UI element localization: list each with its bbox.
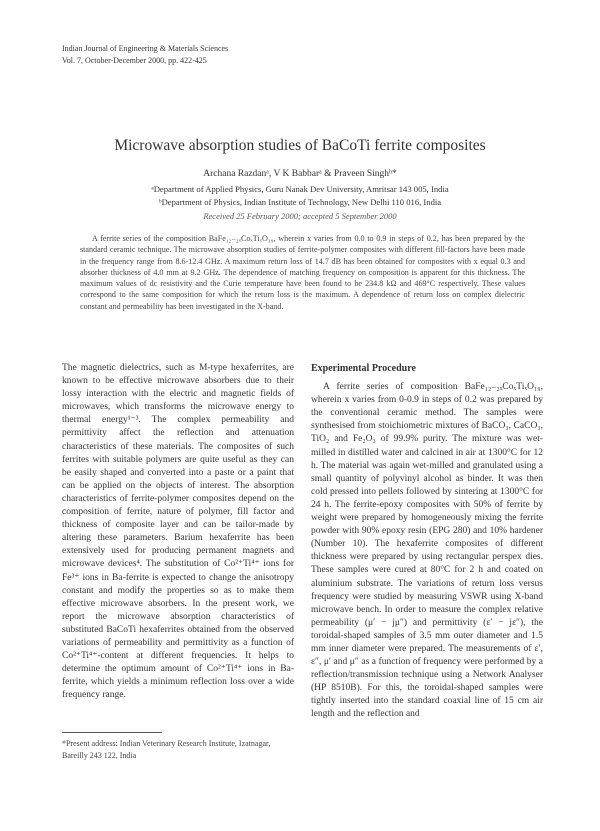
paper-title: Microwave absorption studies of BaCoTi ferrite composites: [114, 137, 486, 154]
journal-volume: Vol. 7, October-December 2000, pp. 422-425: [62, 56, 207, 65]
footnote: *Present address: Indian Veterinary Research Institute, Izatnagar, Bareilly 243 122, India: [62, 739, 271, 760]
footnote-rule: [62, 732, 162, 733]
right-column: [311, 362, 543, 722]
affiliation-b: ᵇDepartment of Physics, Indian Institute of Technology, New Delhi 110 016, India: [158, 197, 442, 207]
left-column: [62, 362, 294, 702]
affiliation-a: ᵃDepartment of Applied Physics, Guru Nanak Dev University, Amritsar 143 005, India: [151, 184, 449, 194]
received-date: Received 25 February 2000; accepted 5 September 2000: [203, 211, 397, 221]
journal-name: Indian Journal of Engineering & Materials Sciences: [62, 44, 229, 53]
introduction-text: The magnetic dielectrics, such as M-type hexaferrites, are known to be effective microwave absorbers due to their lossy interaction with the electric and magnetic fields of microwaves, which transforms the microwave energy to thermal energy¹⁻³. The complex permeability and permittivity affect the reflection and attenuation characteristics of these materials. The composites of such ferrites with suitable polymers are quite useful as they can be easily shaped and converted into a paste or a paint that can be applied on the objects of interest. The absorption characteristics of ferrite-polymer composites depend on the composition of ferrite, nature of polymer, fill factor and thickness of composite layer and can be tailor-made by altering these parameters. Barium hexaferrite has been extensively used for producing permanent magnets and microwave devices⁴. The substitution of Co²⁺Ti⁴⁺ ions for Fe³⁺ ions in Ba-ferrite is expected to change the anisotropy constant and modify the properties so as to make them effective microwave absorbers. In the present work, we report the microwave absorption characteristics of substituted BaCoTi hexaferrites obtained from the observed variations of permeability and permittivity as a function of Co²⁺Ti⁴⁺-content at different frequencies. It helps to determine the optimum amount of Co²⁺Ti⁴⁺ ions in Ba-ferrite, which yields a minimum reflection loss over a wide frequency range.: [62, 363, 294, 701]
abstract: A ferrite series of the composition BaFe₁₂₋₂ₓCoₓTiₓO₁₉, wherein x varies from 0.0 to 0.9 in steps of 0.2, has been prepared by the standard ceramic technique. The microwave absorption studies of ferrite-polymer composites with different fill-factors have been made in the frequency range from 8.6-12.4 GHz. A maximum return loss of 14.7 dB has been obtained for composites with x equal 0.3 and absorber thickness of 4.0 mm at 9.2 GHz. The dependence of matching frequency on composition is apparent for this thickness. The maximum values of dc resistivity and the Curie temperature have been found to be 234.8 kΩ and 469°C respectively. These values correspond to the same composition for which the return loss is the maximum. A dependence of return loss on complex dielectric constant and permeability has been investigated in the X-band.: [80, 234, 525, 311]
experimental-text: A ferrite series of composition BaFe₁₂₋₂ₓCoₓTiₓO₁₉, wherein x varies from 0-0.9 in steps of 0.2 was prepared by the conventional ceramic method. The samples were synthesised from stoichiometric mixtures of BaCO₃, CaCO₃, TiO₂ and Fe₂O₃ of 99.9% purity. The mixture was wet-milled in distilled water and calcined in air at 1300°C for 12 h. The material was again wet-milled and granulated using a small quantity of polyvinyl alcohol as binder. It was then cold pressed into pellets followed by sintering at 1300°C for 24 h. The ferrite-epoxy composites with 50% of ferrite by weight were prepared by homogeneously mixing the ferrite powder with 90% epoxy resin (EPG 280) and 10% hardener (Number 10). The hexaferrite composites of different thickness were prepared by using rectangular perspex dies. These samples were cured at 80°C for 2 h and coated on aluminium substrate. The variations of return loss versus frequency were studied by measuring VSWR using X-band microwave bench. In order to measure the complex relative permeability (μ′ − jμ″) and permittivity (ε′ − jε″), the toroidal-shaped samples of 3.5 mm outer diameter and 1.5 mm inner diameter were prepared. The measurements of ε′, ε″, μ′ and μ″ as a function of frequency were performed by a reflection/transmission technique using a Network Analyser (HP 8510B). For this, the toroidal-shaped samples were tightly inserted into the standard coaxial line of 15 cm air length and the reflection and: [311, 382, 543, 720]
section-heading: Experimental Procedure: [311, 363, 416, 374]
authors: Archana Razdanᵃ, V K Babbarᵃ & Praveen Singhᵇ*: [203, 169, 397, 179]
journal-header: [62, 43, 228, 67]
